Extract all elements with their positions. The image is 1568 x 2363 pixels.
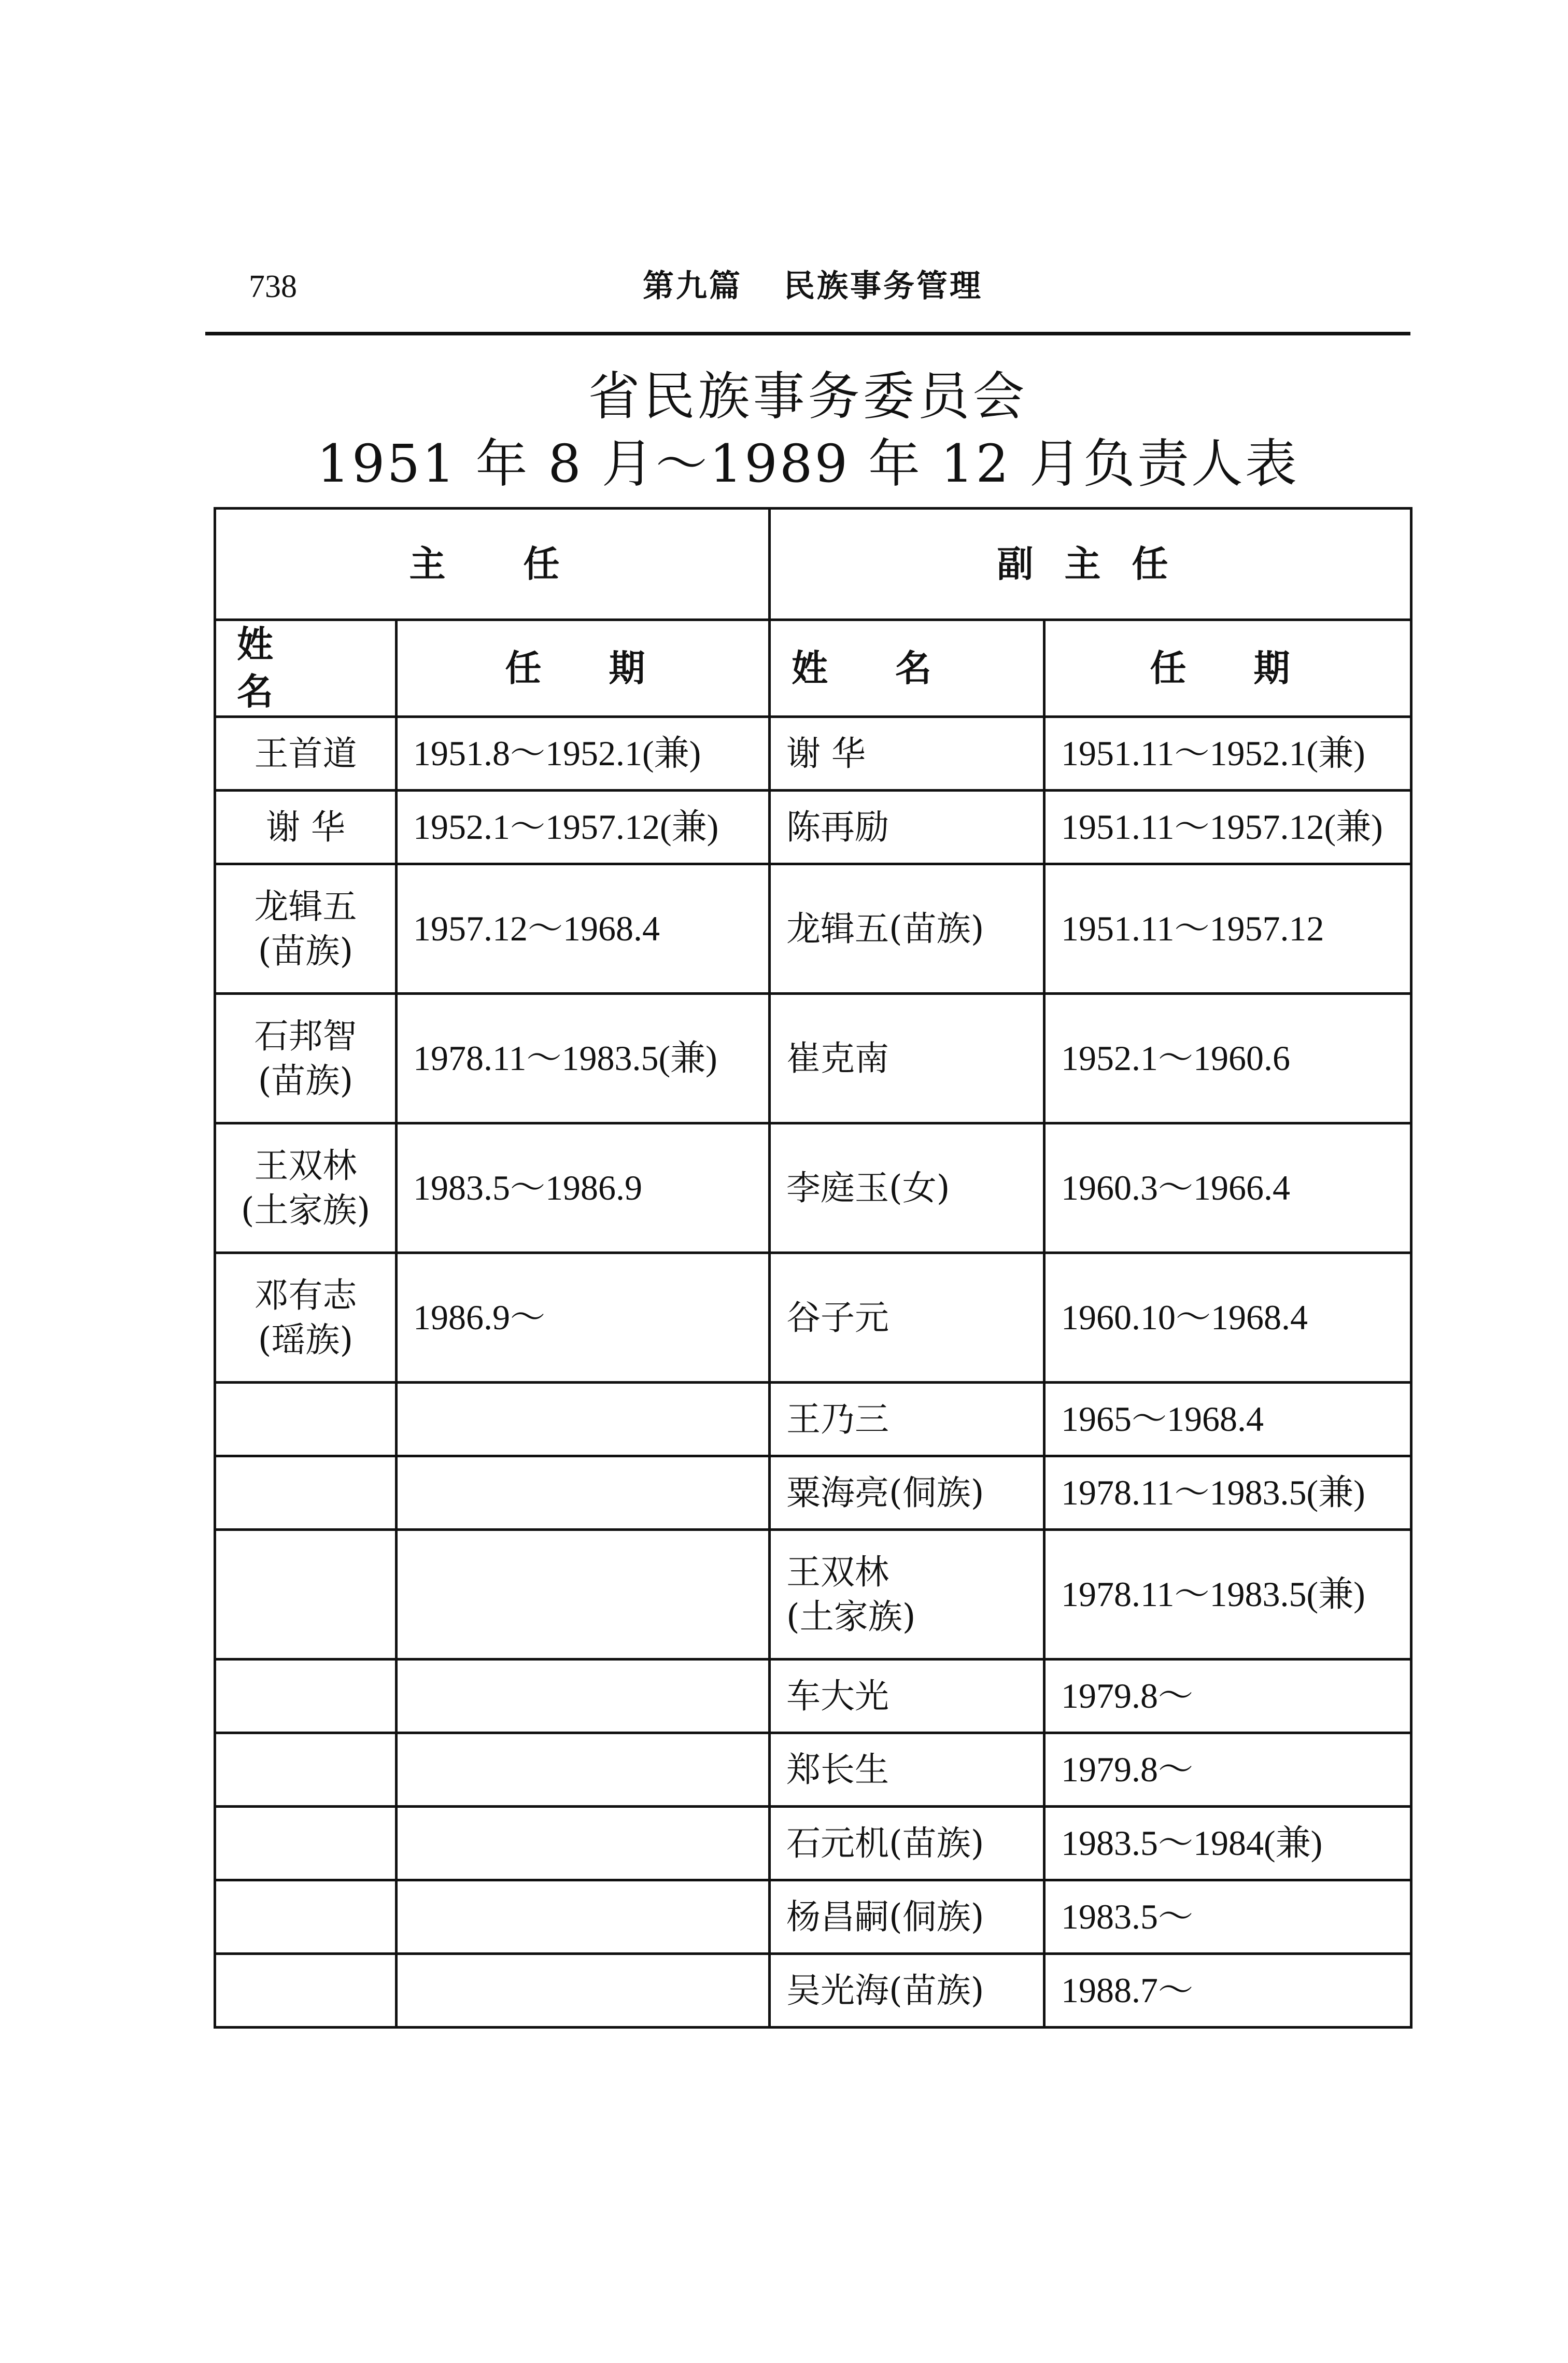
table-row <box>215 1456 1411 1530</box>
deputy-term-cell: 1978.11～1983.5(兼) <box>1044 1456 1411 1530</box>
table-row <box>215 1659 1411 1733</box>
deputy-name-cell: 谷子元 <box>770 1253 1044 1383</box>
director-name-cell: 邓有志 (瑶族) <box>215 1253 397 1383</box>
director-name-header: 姓名 <box>215 620 397 717</box>
running-head-section: 民族事务管理 <box>784 268 983 304</box>
table-row <box>215 1733 1411 1807</box>
director-term-cell: 1957.12～1968.4 <box>397 864 770 994</box>
deputy-term-cell: 1979.8～ <box>1044 1733 1411 1807</box>
director-name-cell <box>215 1659 397 1733</box>
director-name-cell <box>215 1880 397 1954</box>
deputy-name-cell: 王双林 (土家族) <box>770 1530 1044 1659</box>
table-row <box>215 1807 1411 1880</box>
director-term-cell: 1951.8～1952.1(兼) <box>397 717 770 791</box>
deputy-name-cell: 李庭玉(女) <box>770 1123 1044 1253</box>
deputy-term-cell: 1983.5～ <box>1044 1880 1411 1954</box>
deputy-term-cell: 1983.5～1984(兼) <box>1044 1807 1411 1880</box>
deputy-term-cell: 1979.8～ <box>1044 1659 1411 1733</box>
director-term-cell <box>397 1807 770 1880</box>
deputy-name-cell: 石元机(苗族) <box>770 1807 1044 1880</box>
deputy-term-cell: 1960.3～1966.4 <box>1044 1123 1411 1253</box>
deputy-term-cell: 1951.11～1957.12 <box>1044 864 1411 994</box>
director-name-cell: 王首道 <box>215 717 397 791</box>
deputy-term-cell: 1978.11～1983.5(兼) <box>1044 1530 1411 1659</box>
running-head-part: 第九篇 <box>643 268 742 304</box>
page-number: 738 <box>249 269 297 304</box>
deputy-name-cell: 杨昌嗣(侗族) <box>770 1880 1044 1954</box>
deputy-term-cell: 1951.11～1957.12(兼) <box>1044 791 1411 864</box>
director-name-cell <box>215 1733 397 1807</box>
director-term-header: 任期 <box>397 620 770 717</box>
director-term-cell: 1978.11～1983.5(兼) <box>397 994 770 1123</box>
table-row <box>215 1954 1411 2028</box>
deputy-term-header: 任期 <box>1044 620 1411 717</box>
group-header-row <box>215 509 1411 620</box>
table-row <box>215 1383 1411 1456</box>
deputy-name-header: 姓名 <box>770 620 1044 717</box>
table-row <box>215 1530 1411 1659</box>
title-line-2: 1951 年 8 月～1989 年 12 月负责人表 <box>317 433 1299 494</box>
roster-table <box>214 507 1412 2029</box>
column-header-row <box>215 620 1411 717</box>
deputy-name-cell: 郑长生 <box>770 1733 1044 1807</box>
director-name-cell <box>215 1530 397 1659</box>
director-term-cell <box>397 1383 770 1456</box>
table-row <box>215 864 1411 994</box>
director-term-cell <box>397 1456 770 1530</box>
deputy-term-cell: 1952.1～1960.6 <box>1044 994 1411 1123</box>
table-row <box>215 1123 1411 1253</box>
table-row <box>215 717 1411 791</box>
director-term-cell <box>397 1954 770 2028</box>
director-name-cell: 龙辑五 (苗族) <box>215 864 397 994</box>
deputy-term-cell: 1965～1968.4 <box>1044 1383 1411 1456</box>
director-name-cell: 谢 华 <box>215 791 397 864</box>
table-row <box>215 994 1411 1123</box>
director-name-cell: 王双林 (土家族) <box>215 1123 397 1253</box>
director-name-cell <box>215 1807 397 1880</box>
director-name-cell <box>215 1456 397 1530</box>
director-term-cell: 1986.9～ <box>397 1253 770 1383</box>
director-term-cell: 1983.5～1986.9 <box>397 1123 770 1253</box>
director-name-cell: 石邦智 (苗族) <box>215 994 397 1123</box>
director-term-cell <box>397 1880 770 1954</box>
director-term-cell <box>397 1659 770 1733</box>
table-row <box>215 1880 1411 1954</box>
director-term-cell <box>397 1530 770 1659</box>
director-name-cell <box>215 1383 397 1456</box>
deputy-name-cell: 车大光 <box>770 1659 1044 1733</box>
title-line-1: 省民族事务委员会 <box>588 366 1028 427</box>
deputy-name-cell: 龙辑五(苗族) <box>770 864 1044 994</box>
director-term-cell <box>397 1733 770 1807</box>
header-rule <box>205 332 1410 335</box>
running-head <box>643 268 983 304</box>
deputy-name-cell: 谢 华 <box>770 717 1044 791</box>
deputy-term-cell: 1951.11～1952.1(兼) <box>1044 717 1411 791</box>
table-row <box>215 791 1411 864</box>
deputy-name-cell: 王乃三 <box>770 1383 1044 1456</box>
table-title <box>205 363 1410 498</box>
deputy-name-cell: 吴光海(苗族) <box>770 1954 1044 2028</box>
director-group-header: 主任 <box>215 509 770 620</box>
deputy-name-cell: 陈再励 <box>770 791 1044 864</box>
deputy-name-cell: 粟海亮(侗族) <box>770 1456 1044 1530</box>
deputy-name-cell: 崔克南 <box>770 994 1044 1123</box>
director-term-cell: 1952.1～1957.12(兼) <box>397 791 770 864</box>
table-row <box>215 1253 1411 1383</box>
director-name-cell <box>215 1954 397 2028</box>
deputy-term-cell: 1960.10～1968.4 <box>1044 1253 1411 1383</box>
deputy-term-cell: 1988.7～ <box>1044 1954 1411 2028</box>
deputy-group-header: 副主任 <box>770 509 1411 620</box>
